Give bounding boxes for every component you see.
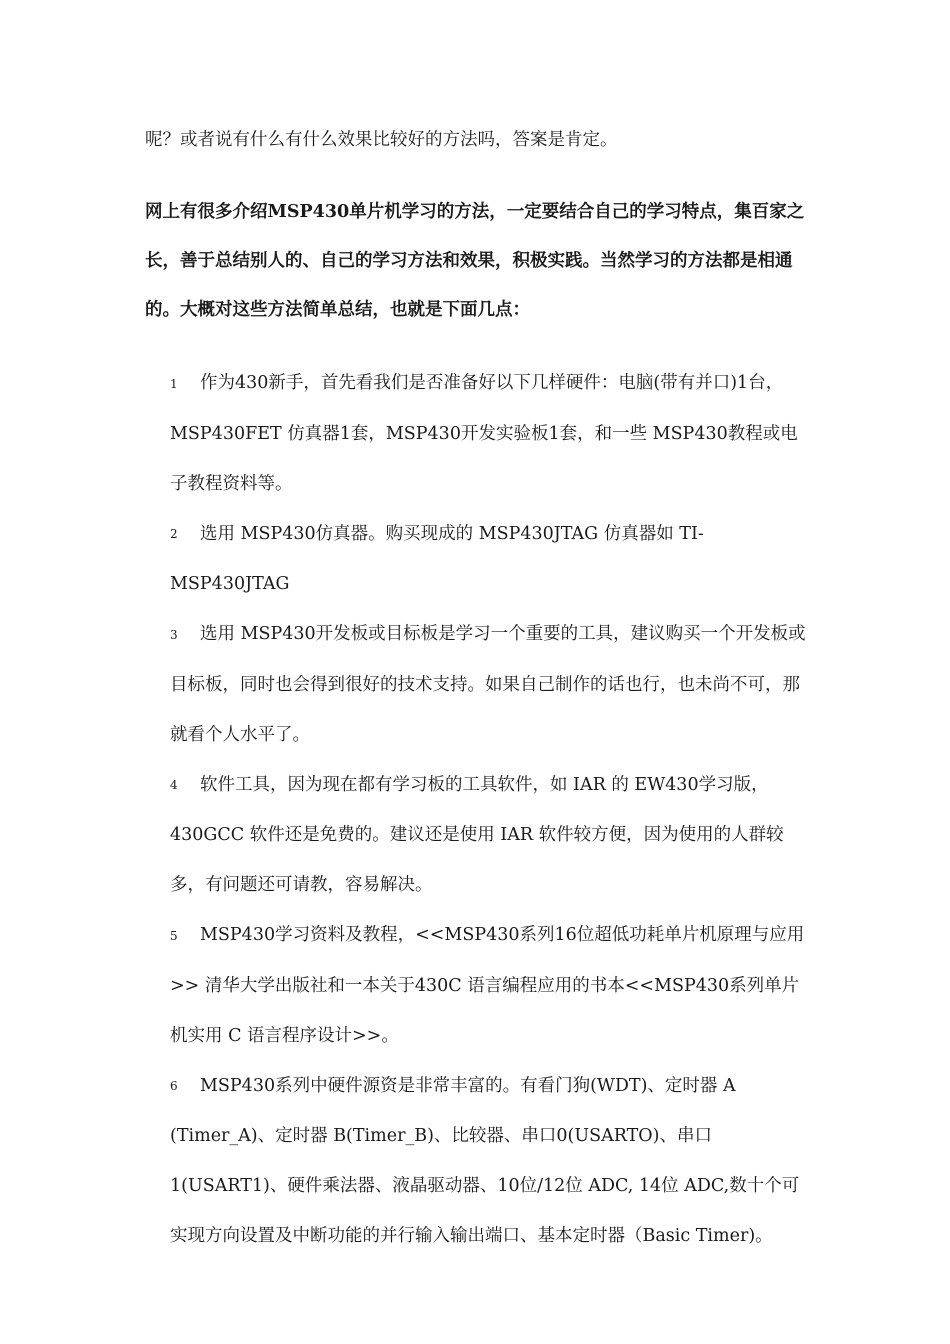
list-item: [170, 358, 810, 509]
list-item-text: 选用 MSP430开发板或目标板是学习一个重要的工具，建议购买一个开发板或目标板，同时也会得到很好的技术支持。如果自己制作的话也行，也未尚不可，那就看个人水平了。: [170, 624, 806, 745]
list-item-number: 1: [170, 376, 178, 391]
list-item-text: 选用 MSP430仿真器。购买现成的 MSP430JTAG 仿真器如 TI-MSP430JTAG: [170, 523, 704, 594]
tips-list: [170, 358, 810, 1261]
list-item-text: 软件工具，因为现在都有学习板的工具软件，如 IAR 的 EW430学习版，430GCC 软件还是免费的。建议还是使用 IAR 软件较方便，因为使用的人群较多，有问题还可请教，容易解决。: [170, 774, 784, 895]
list-item: [170, 760, 810, 911]
list-item-number: 3: [170, 627, 178, 642]
list-item-text: MSP430系列中硬件源资是非常丰富的。有看门狗(WDT)、定时器 A (Timer_A)、定时器 B(Timer_B)、比较器、串口0(USARTO)、串口1(USART1)、硬件乘法器、液晶驱动器、10位/12位 ADC, 14位 ADC,数十个可实现方向设置及中断功能的并行输入输出端口、基本定时器（Basic Timer)。: [170, 1075, 800, 1246]
list-item: [170, 1061, 810, 1262]
list-item: [170, 509, 810, 610]
intro-paragraph: 呢？或者说有什么有什么效果比较好的方法吗，答案是肯定。: [145, 130, 618, 150]
list-item-number: 6: [170, 1079, 178, 1093]
list-item: [170, 910, 810, 1061]
list-item-number: 2: [170, 527, 178, 541]
list-item-number: 5: [170, 928, 178, 943]
list-item-number: 4: [170, 778, 178, 792]
list-item-text: 作为430新手，首先看我们是否准备好以下几样硬件：电脑(带有并口)1台，MSP430FET 仿真器1套，MSP430开发实验板1套，和一些 MSP430教程或电子教程资料等。: [170, 373, 798, 494]
list-item: [170, 609, 810, 760]
summary-paragraph: 网上有很多介绍MSP430单片机学习的方法，一定要结合自己的学习特点，集百家之长，善于总结别人的、自己的学习方法和效果，积极实践。当然学习的方法都是相通的。大概对这些方法简单总结，也就是下面几点：: [145, 202, 805, 320]
list-item-text: MSP430学习资料及教程，<<MSP430系列16位超低功耗单片机原理与应用>> 清华大学出版社和一本关于430C 语言编程应用的书本<<MSP430系列单片机实用 C 语言程序设计>>。: [170, 925, 805, 1046]
